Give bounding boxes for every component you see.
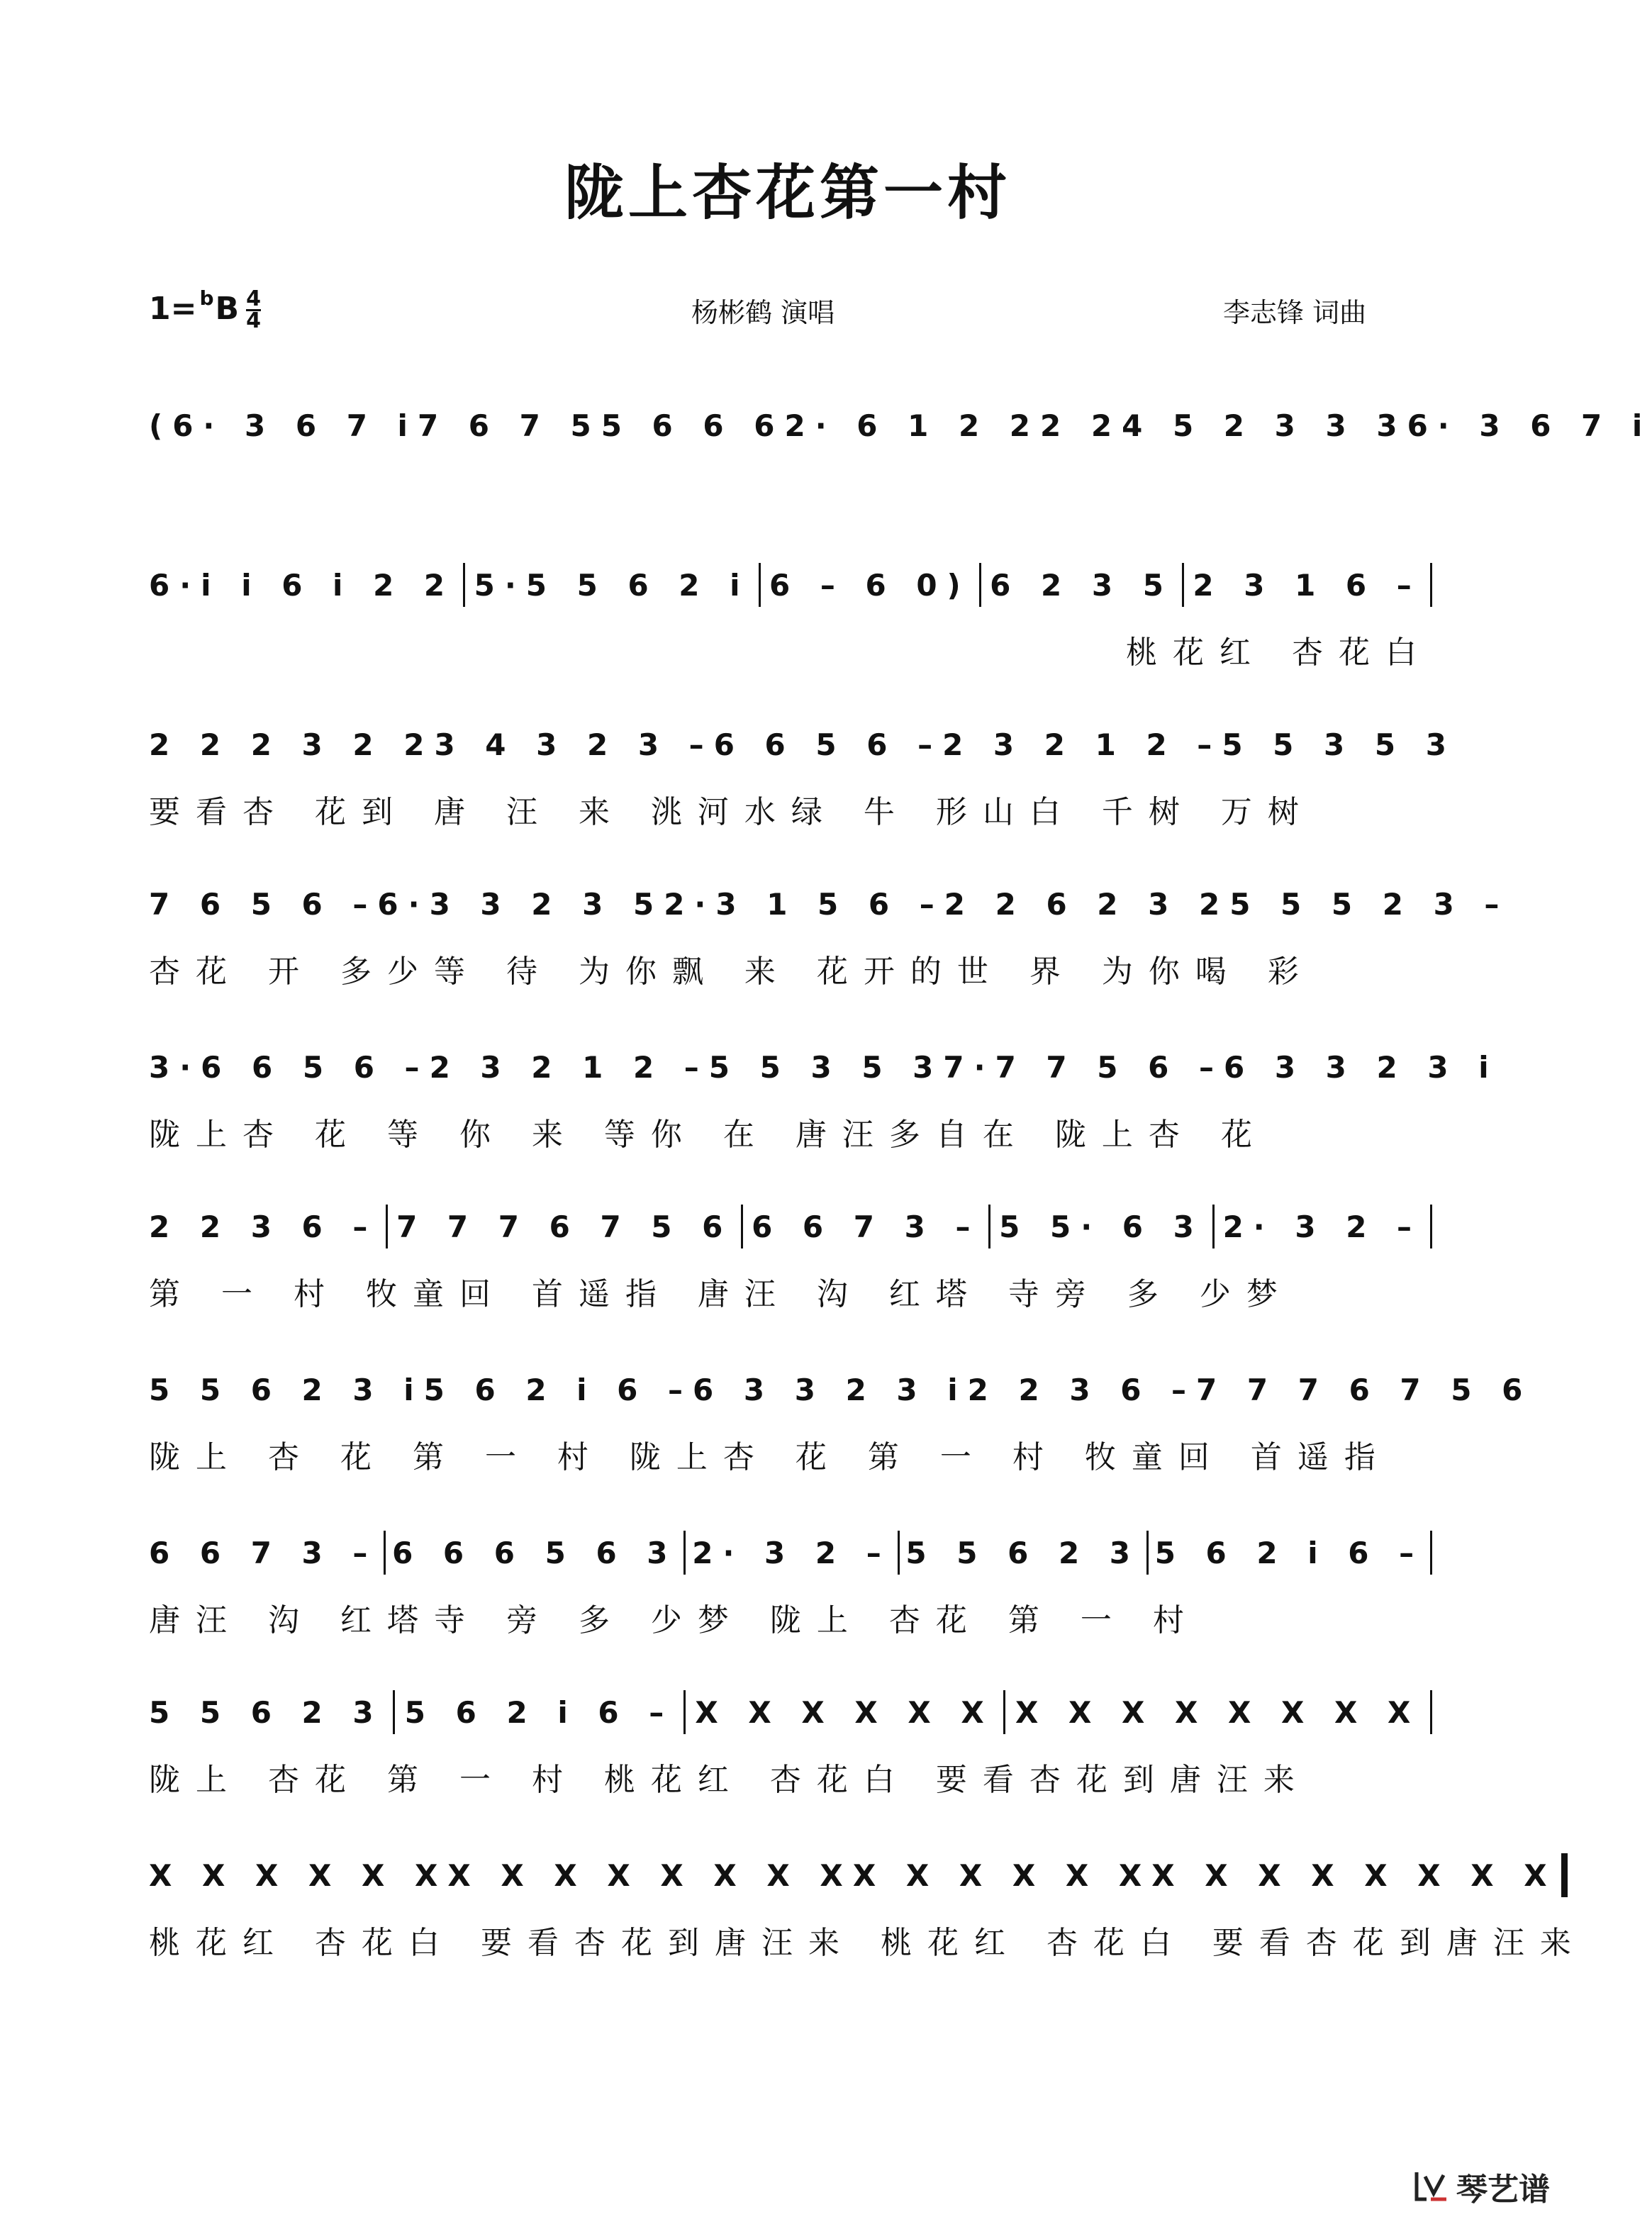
barline [393,1690,395,1734]
measure: 5 5 6 2 3 i [149,1372,424,1407]
time-signature [246,286,261,333]
lyrics-line: 杏花 开 多少等 待 为你飘 来 花开的世 界 为你喝 彩 [149,954,1315,990]
score-row [149,1521,1432,1637]
lyrics-line: 陇上 杏花 第 一 村 桃花红 杏花白 要看杏花到唐汪来 [149,1762,1310,1798]
measure: 6 – 6 0) [769,567,971,603]
measure: 6 3 3 2 3 i [693,1372,968,1407]
measure: 2 2 2 3 2 2 [149,727,435,762]
notes-line [149,1035,1499,1099]
score-row [149,872,1509,990]
measure: 5 5 3 5 3 [1222,727,1456,762]
measure: 5 6 2 i 6 – [404,1694,674,1730]
score-row [149,553,1432,669]
measure: 7·7 7 5 6 – [943,1049,1224,1085]
barline [979,563,981,607]
barline [1430,1531,1432,1575]
logo-text: 琴艺谱 [1456,2172,1550,2208]
key-signature [149,286,261,333]
measure: 3 4 3 2 3 – [434,727,714,762]
measure: 2 2 6 2 3 2 [944,886,1230,922]
measure: X X X X X X [149,1858,448,1893]
qinyipu-logo-icon [1412,2168,1449,2205]
measure: 5 5· 6 3 [999,1209,1204,1244]
score-row [149,1358,1533,1475]
lyrics-line: 第 一 村 牧童回 首遥指 唐汪 沟 红塔 寺旁 多 少梦 [149,1276,1293,1312]
time-top: 4 [246,286,261,311]
barline [1146,1531,1149,1575]
measure: 7 7 7 6 7 5 6 [396,1209,733,1244]
measure: 6 6 7 3 – [149,1535,378,1570]
measure: 2· 6 1 2 2 [784,408,1041,443]
lyrics-line: 陇上 杏 花 第 一 村 陇上杏 花 第 一 村 牧童回 首遥指 [149,1439,1391,1475]
notes-line [149,713,1456,776]
measure: 5 6 2 i 6 – [423,1372,693,1407]
notes-line [149,393,1652,457]
measure: 5 5 5 2 3 – [1229,886,1509,922]
score-row [149,713,1456,830]
barline [683,1531,686,1575]
measure: X X X X X X [695,1694,994,1730]
notes-line [149,553,1432,617]
final-barline [1561,1853,1568,1897]
time-bottom: 4 [246,308,261,333]
barline [1003,1690,1005,1734]
barline [386,1205,388,1248]
measure: 2 3 2 1 2 – [942,727,1222,762]
notes-line [149,1521,1432,1585]
measure: 7 6 5 6 – [149,886,378,922]
measure: 6·i i 6 i 2 2 [149,567,455,603]
barline [759,563,761,607]
measure: 5 5 3 5 3 [708,1049,944,1085]
barline [988,1205,990,1248]
measure: 6· 3 6 7 i [1407,408,1652,443]
notes-line [149,1358,1533,1421]
score-row [149,1035,1499,1153]
measure: X X X X X X X X [1151,1858,1557,1893]
score-row [149,1195,1432,1311]
score-row [149,1680,1432,1797]
barline [1212,1205,1215,1248]
lyrics-line: 桃花红 杏花白 要看杏花到唐汪来 桃花红 杏花白 要看杏花到唐汪来 [149,1925,1587,1961]
page-title: 陇上杏花第一村 [564,157,1011,228]
barline [683,1690,686,1734]
lyrics-line: 陇上杏 花 等 你 来 等你 在 唐汪多自在 陇上杏 花 [149,1117,1268,1153]
barline [898,1531,900,1575]
measure: X X X X X X X X [447,1858,853,1893]
measure: (6· 3 6 7 i [149,408,418,443]
lyrics-line: 唐汪 沟 红塔寺 旁 多 少梦 陇上 杏花 第 一 村 [149,1602,1200,1638]
measure: 2 24 5 2 3 3 3 [1040,408,1407,443]
key-note: B [215,291,240,327]
notes-line [149,1680,1432,1744]
measure: 7 7 7 6 7 5 6 [1196,1372,1533,1407]
measure: 2 3 1 6 – [1193,567,1422,603]
measure: 2 2 3 6 – [967,1372,1197,1407]
measure: 6 6 5 6 – [713,727,943,762]
barline [1430,1690,1432,1734]
score-row [149,393,1652,510]
lyrics-line: 要看杏 花到 唐 汪 来 洮河水绿 牛 形山白 千树 万树 [149,794,1315,830]
measure: 5 6 2 i 6 – [1154,1535,1424,1570]
barline [384,1531,386,1575]
measure: 2· 3 2 – [1222,1209,1422,1244]
singer-credit: 杨彬鹤 演唱 [691,297,835,328]
measure: 6 2 3 5 [990,567,1173,603]
notes-line [149,1843,1557,1907]
measure: 6 6 7 3 – [752,1209,981,1244]
measure: X X X X X X [852,1858,1152,1893]
barline [1182,563,1184,607]
measure: 6 3 3 2 3 i [1223,1049,1499,1085]
lyrics-line [149,467,1432,510]
measure: 2 2 3 6 – [149,1209,378,1244]
measure: 6·3 3 2 3 5 [377,886,664,922]
barline [1430,1205,1432,1248]
lyrics-line: 桃花红 杏花白 [1126,635,1432,671]
measure: 6 6 6 5 6 3 [392,1535,678,1570]
author-credit: 李志锋 词曲 [1223,297,1367,328]
measure: 5·5 5 6 2 i [474,567,750,603]
measure: 2· 3 2 – [692,1535,891,1570]
barline [463,563,465,607]
measure: 7 6 7 55 6 6 6 [417,408,785,443]
site-logo [1412,2164,1550,2209]
notes-line [149,1195,1432,1258]
barline [1430,563,1432,607]
measure: 3·6 6 5 6 – [149,1049,430,1085]
key-prefix: 1= [149,291,197,327]
notes-line [149,872,1509,936]
measure: 5 5 6 2 3 [149,1694,384,1730]
measure: 2 3 2 1 2 – [429,1049,709,1085]
barline [741,1205,743,1248]
flat-sign: b [199,286,214,310]
measure: 5 5 6 2 3 [905,1535,1141,1570]
measure: 2·3 1 5 6 – [664,886,944,922]
score-row [149,1843,1587,1961]
measure: X X X X X X X X [1015,1694,1421,1730]
